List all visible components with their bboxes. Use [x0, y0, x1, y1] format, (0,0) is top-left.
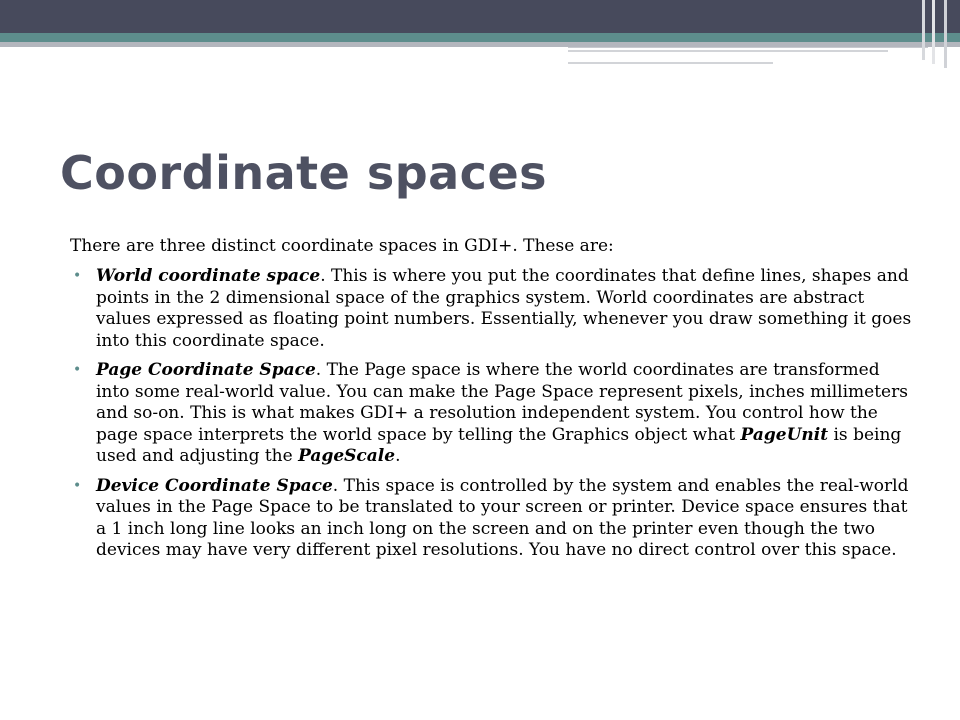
bullet-icon: • — [73, 362, 82, 378]
bullet-text: is being used and adjusting the — [96, 424, 902, 466]
bullet-icon: • — [73, 268, 82, 284]
bullet-term: Device Coordinate Space — [96, 475, 333, 496]
bullet-term-pageunit: PageUnit — [740, 424, 829, 445]
bullet-text: . The Page space is where the world coordinates are transformed into some real-world value. You can make the Page Space represent pixels, inches millimeters and so-on. This is what makes GDI+ a resolution independent system. You control how the page space interprets the world space by telling the Graphics object what — [96, 360, 908, 445]
bullet-term-pagescale: PageScale — [298, 446, 396, 466]
bullet-term: World coordinate space — [96, 266, 321, 286]
bullet-text: . — [395, 446, 401, 466]
bullet-text: . This is where you put the coordinates that define lines, shapes and points in the 2 dimensional space of the graphics system. World coordinates are abstract values expressed as floating point numbers. Essentially, whenever you draw something it goes into this coordinate space. — [96, 266, 912, 351]
intro-text: There are three distinct coordinate spaces in GDI+. These are: — [70, 236, 614, 256]
header-vertical-bar — [922, 0, 925, 60]
header-decoration-line — [568, 62, 773, 64]
bullet-list — [72, 266, 912, 570]
header-decoration-line — [568, 50, 888, 52]
list-item — [72, 476, 912, 562]
header-vertical-bar — [932, 0, 935, 64]
header-band — [0, 0, 960, 33]
bullet-icon: • — [73, 477, 82, 494]
header-vertical-bar — [944, 0, 947, 68]
bullet-term: Page Coordinate Space — [96, 360, 316, 380]
slide-title: Coordinate spaces — [60, 146, 548, 200]
list-item — [72, 266, 912, 352]
header-accent-band — [0, 33, 960, 42]
bullet-text: . This space is controlled by the system and enables the real-world values in the Page Space to be translated to your screen or printer. Device space ensures that a 1 inch long line looks an inch long on the screen and on the printer even though the two devices may have very different pixel resolutions. You have no direct control over this space. — [96, 475, 909, 560]
list-item — [72, 360, 912, 468]
